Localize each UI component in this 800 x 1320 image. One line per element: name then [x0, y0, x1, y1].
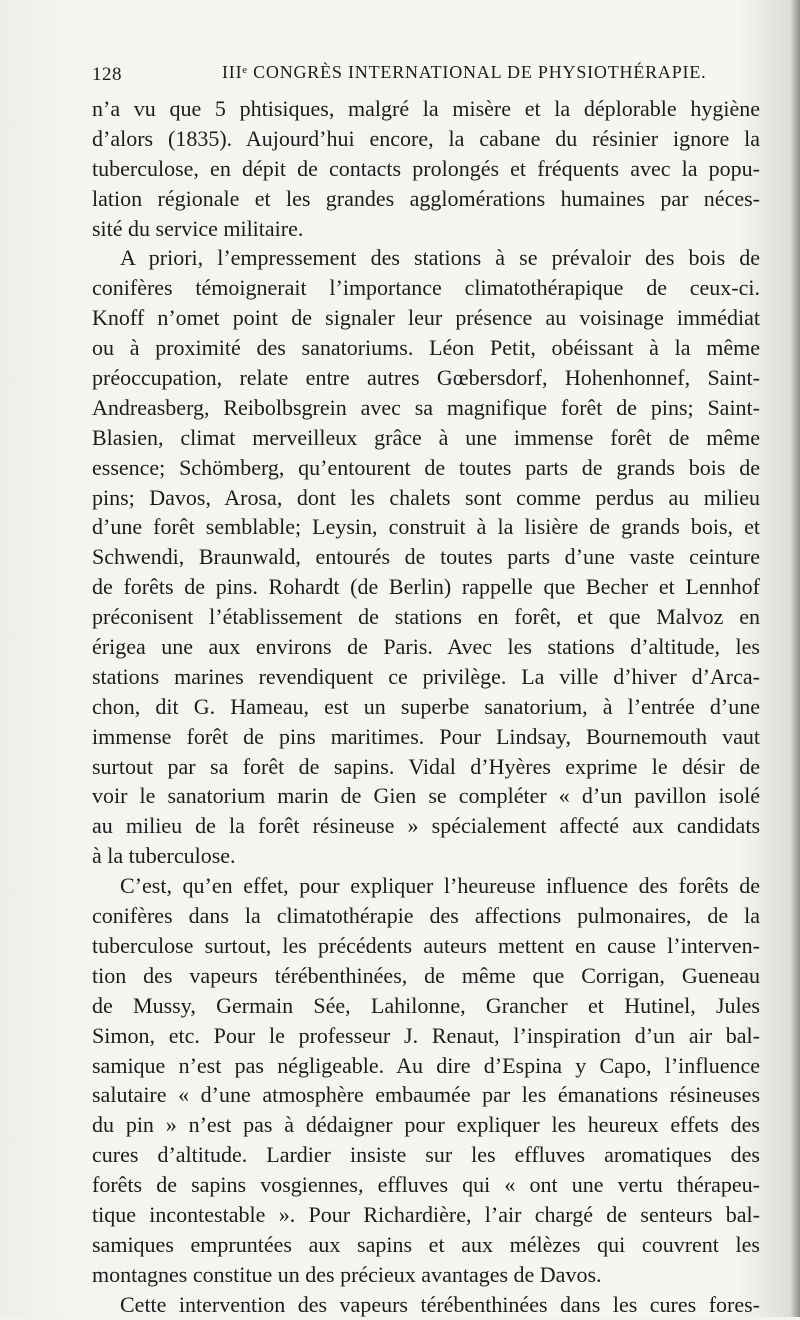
- text-line: montagnes constitue un des précieux avantages de Davos.: [92, 1261, 602, 1287]
- text-line: au milieu de la forêt résineuse » spécialement affecté aux candidats: [92, 813, 760, 839]
- text-line: Schwendi, Braunwald, entourés de toutes parts d’une vaste ceinture: [92, 544, 760, 570]
- page-header: [92, 60, 760, 84]
- text-line: C’est, qu’en effet, pour expliquer l’heureuse influence des forêts de: [120, 873, 760, 899]
- text-line: conifères dans la climatothérapie des affections pulmonaires, de la: [92, 903, 760, 929]
- text-line: salutaire « d’une atmosphère embaumée par les émanations résineuses: [92, 1082, 760, 1108]
- text-line: Knoff n’omet point de signaler leur présence au voisinage immédiat: [92, 305, 760, 331]
- text-line: tuberculose surtout, les précédents auteurs mettent en cause l’interven-: [92, 932, 760, 958]
- text-line: cures d’altitude. Lardier insiste sur les effluves aromatiques des: [92, 1142, 760, 1168]
- text-line: préconisent l’établissement de stations en forêt, et que Malvoz en: [92, 604, 760, 630]
- text-line: Simon, etc. Pour le professeur J. Renaut, l’inspiration d’un air bal-: [92, 1022, 760, 1048]
- text-line: de forêts de pins. Rohardt (de Berlin) rappelle que Becher et Lennhof: [92, 574, 760, 600]
- text-line: Blasien, climat merveilleux grâce à une immense forêt de même: [92, 424, 760, 450]
- text-line: Cette intervention des vapeurs térébenthinées dans les cures fores-: [120, 1291, 760, 1317]
- running-title: IIIᵉ CONGRÈS INTERNATIONAL DE PHYSIOTHÉRAPIE.: [222, 62, 707, 82]
- text-line: préoccupation, relate entre autres Gœbersdorf, Hohenhonnef, Saint-: [92, 365, 760, 391]
- text-line: sité du service militaire.: [92, 215, 304, 241]
- text-line: samique n’est pas négligeable. Au dire d’Espina y Capo, l’influence: [92, 1052, 760, 1078]
- text-line: érigea une aux environs de Paris. Avec les stations d’altitude, les: [92, 634, 760, 660]
- text-line: d’alors (1835). Aujourd’hui encore, la cabane du résinier ignore la: [92, 125, 760, 151]
- page-number: 128: [92, 64, 122, 85]
- text-line: voir le sanatorium marin de Gien se compléter « d’un pavillon isolé: [92, 783, 760, 809]
- text-line: de Mussy, Germain Sée, Lahilonne, Grancher et Hutinel, Jules: [92, 992, 760, 1018]
- text-line: tuberculose, en dépit de contacts prolongés et fréquents avec la popu-: [92, 155, 760, 181]
- text-line: forêts de sapins vosgiennes, effluves qui « ont une vertu thérapeu-: [92, 1172, 760, 1198]
- text-line: surtout par sa forêt de sapins. Vidal d’Hyères exprime le désir de: [92, 753, 760, 779]
- text-line: n’a vu que 5 phtisiques, malgré la misère et la déplorable hygiène: [92, 96, 760, 121]
- text-line: immense forêt de pins maritimes. Pour Lindsay, Bournemouth vaut: [92, 723, 760, 749]
- text-line: ou à proximité des sanatoriums. Léon Petit, obéissant à la même: [92, 335, 760, 361]
- text-line: du pin » n’est pas à dédaigner pour expliquer les heureux effets des: [92, 1112, 760, 1138]
- text-line: stations marines revendiquent ce privilège. La ville d’hiver d’Arca-: [92, 663, 760, 689]
- text-line: tion des vapeurs térébenthinées, de même que Corrigan, Gueneau: [92, 962, 760, 988]
- text-line: chon, dit G. Hameau, est un superbe sanatorium, à l’entrée d’une: [92, 693, 760, 719]
- text-line: à la tuberculose.: [92, 843, 236, 869]
- text-line: conifères témoignerait l’importance climatothérapique de ceux-ci.: [92, 275, 760, 301]
- text-line: lation régionale et les grandes agglomérations humaines par néces-: [92, 185, 760, 211]
- text-line: essence; Schömberg, qu’entourent de toutes parts de grands bois de: [92, 454, 760, 480]
- text-line: tique incontestable ». Pour Richardière, l’air chargé de senteurs bal-: [92, 1201, 760, 1227]
- text-line: A priori, l’empressement des stations à se prévaloir des bois de: [120, 245, 760, 271]
- body-text: [92, 94, 760, 1320]
- text-line: Andreasberg, Reibolbsgrein avec sa magnifique forêt de pins; Saint-: [92, 394, 760, 420]
- text-line: samiques empruntées aux sapins et aux mélèzes qui couvrent les: [92, 1231, 760, 1257]
- text-line: pins; Davos, Arosa, dont les chalets sont comme perdus au milieu: [92, 484, 760, 510]
- text-line: d’une forêt semblable; Leysin, construit à la lisière de grands bois, et: [92, 514, 760, 540]
- page-edge-shadow: [790, 0, 800, 1317]
